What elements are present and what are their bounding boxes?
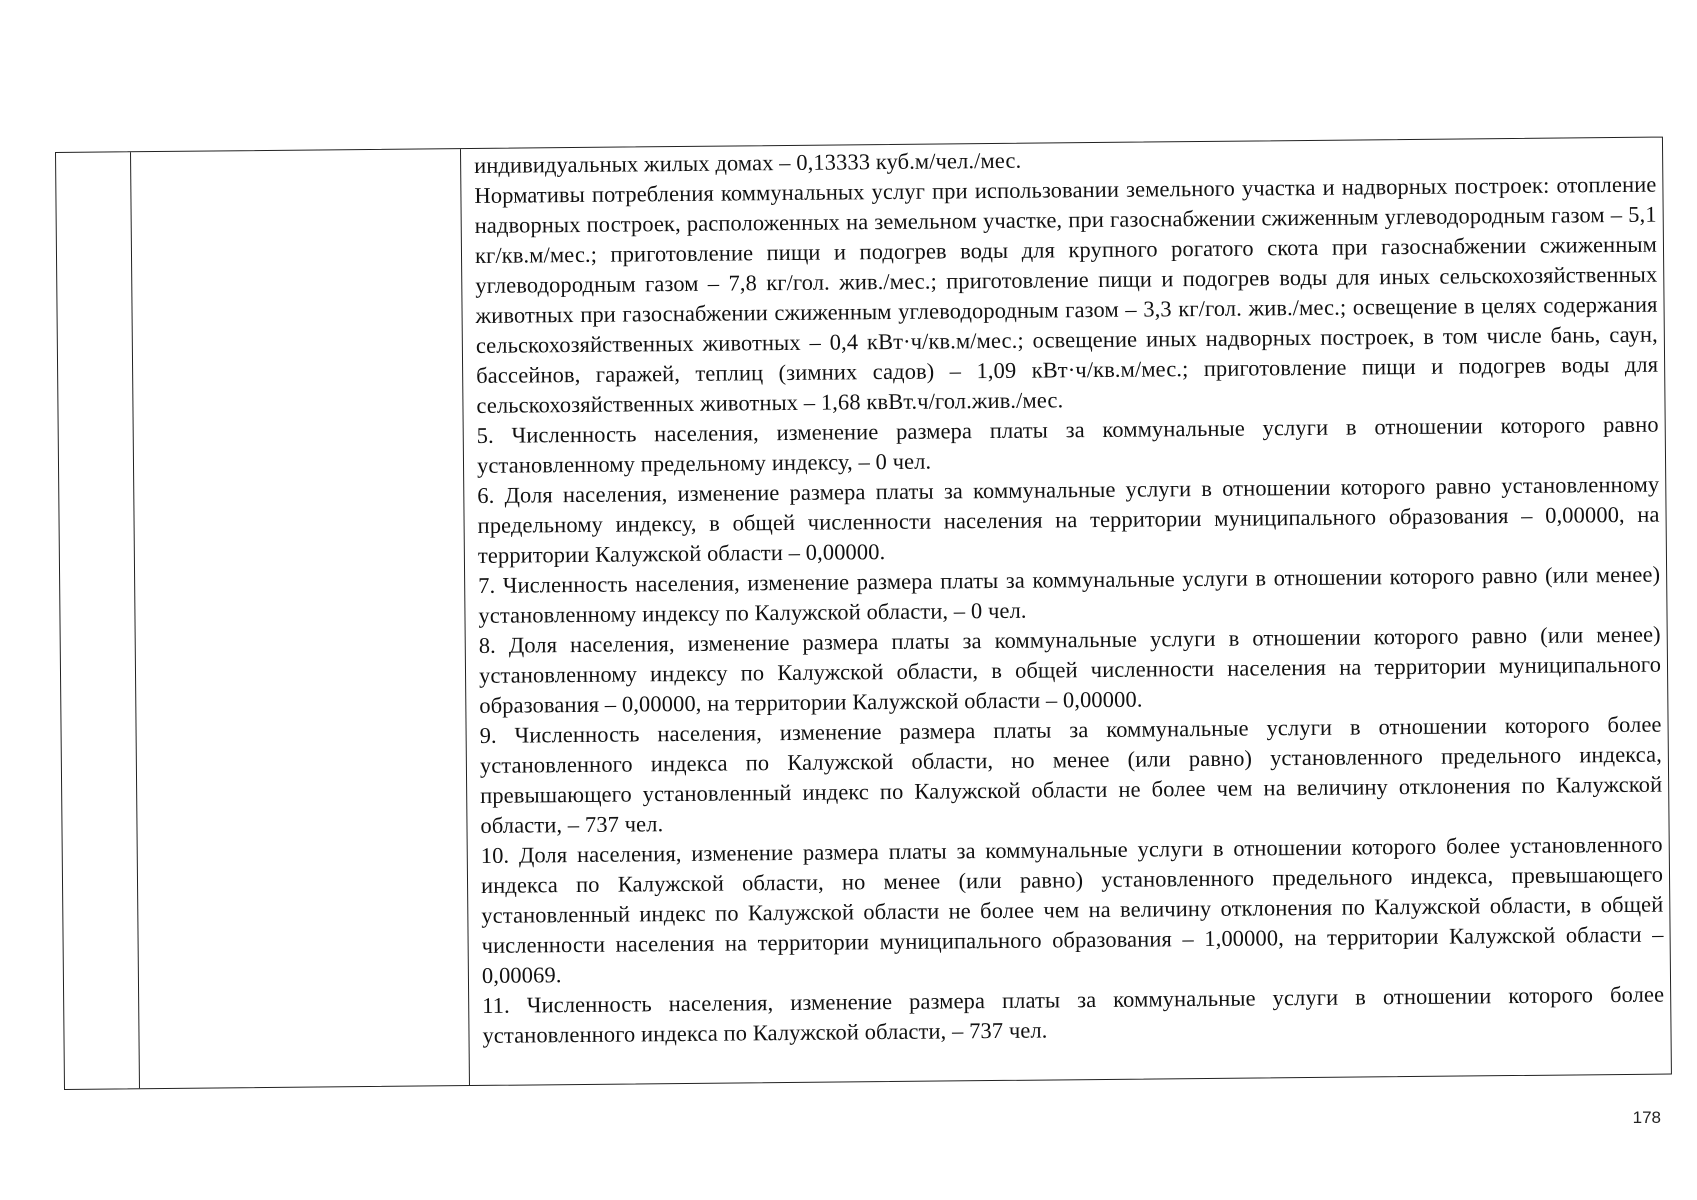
- column-divider-1: [130, 152, 140, 1088]
- paragraph-continuation: индивидуальных жилых домах – 0,13333 куб.м/чел./мес.: [474, 147, 1022, 178]
- paragraph-item-5: 5. Численность населения, изменение размера платы за коммунальные услуги в отношении которого равно установленному предельному индексу, – 0 чел.: [476, 411, 1659, 478]
- column-divider-2: [460, 149, 470, 1085]
- paragraph-item-7: 7. Численность населения, изменение размера платы за коммунальные услуги в отношении которого равно (или менее) установленному индексу по Калужской области, – 0 чел.: [478, 561, 1661, 628]
- paragraph-item-9: 9. Численность населения, изменение размера платы за коммунальные услуги в отношении которого более установленного индекса по Калужской области, но менее (или равно) установленного предельного индекса, превышающего установленный индекс по Калужской области не более чем на величину отклонения по Калужской области, – 737 чел.: [479, 711, 1663, 838]
- paragraph-item-11: 11. Численность населения, изменение размера платы за коммунальные услуги в отношении которого более установленного индекса по Калужской области, – 737 чел.: [482, 981, 1665, 1048]
- document-table: [55, 137, 1672, 1090]
- paragraph-item-8: 8. Доля населения, изменение размера платы за коммунальные услуги в отношении которого равно (или менее) установленному индексу по Калужской области, в общей численности населения на территории муниципального образования – 0,00000, на территории Калужской области – 0,00000.: [478, 621, 1662, 718]
- page-number: 178: [1632, 1108, 1661, 1127]
- text-cell: [474, 140, 1665, 1051]
- paragraph-item-10: 10. Доля населения, изменение размера платы за коммунальные услуги в отношении которого более установленного индекса по Калужской области, но менее (или равно) установленного предельного индекса, превышающего установленный индекс по Калужской области не более чем на величину отклонения по Калужской области, в общей численности населения на территории муниципального образования – 1,00000, на территории Калужской области – 0,00069.: [480, 831, 1664, 988]
- paragraph-consumption-norms: Нормативы потребления коммунальных услуг при использовании земельного участка и надворных построек: отопление надворных построек, расположенных на земельном участке, при газоснабжении сжиженным углеводородным газом – 5,1 кг/кв.м/мес.; приготовление пищи и подогрев воды для крупного рогатого скота при газоснабжении сжиженным углеводородным газом – 7,8 кг/гол. жив./мес.; приготовление пищи и подогрев воды для иных сельскохозяйственных животных при газоснабжении сжиженным углеводородным газом – 3,3 кг/гол. жив./мес.; освещение в целях содержания сельскохозяйственных животных – 0,4 кВт·ч/кв.м/мес.; освещение иных надворных построек, в том числе бань, саун, бассейнов, гаражей, теплиц (зимних садов) – 1,09 кВт·ч/кв.м/мес.; приготовление пищи и подогрев воды для сельскохозяйственных животных – 1,68 квВт.ч/гол.жив./мес.: [474, 171, 1659, 418]
- paragraph-item-6: 6. Доля населения, изменение размера платы за коммунальные услуги в отношении которого равно установленному предельному индексу, в общей численности населения на территории муниципального образования – 0,00000, на территории Калужской области – 0,00000.: [477, 471, 1660, 568]
